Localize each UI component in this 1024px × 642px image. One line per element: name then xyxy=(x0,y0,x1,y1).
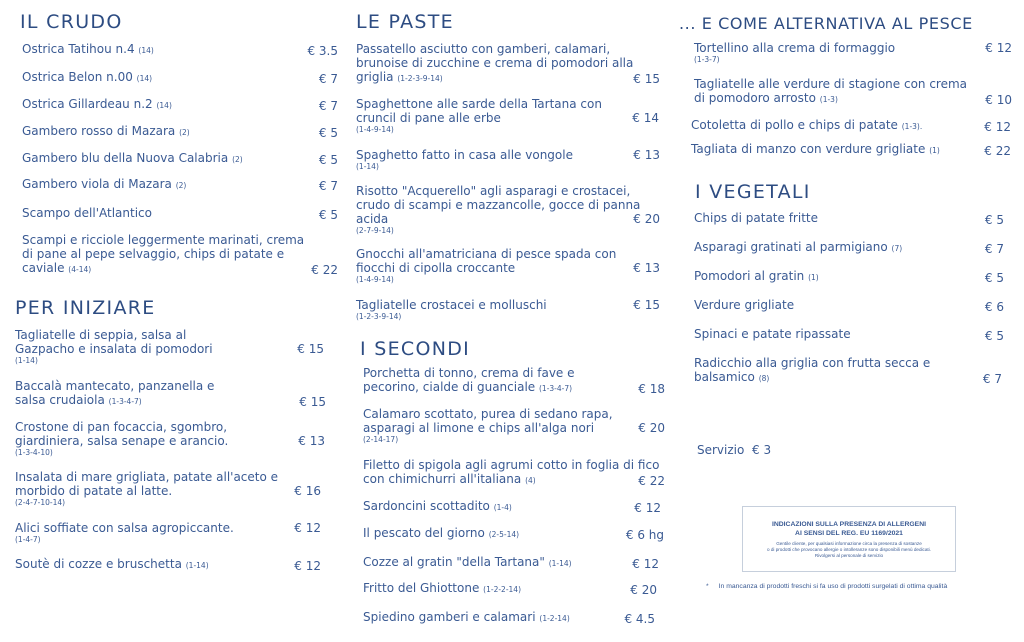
service-label: Servizio xyxy=(697,443,745,457)
menu-item xyxy=(694,269,1004,285)
menu-item xyxy=(694,211,1004,227)
item-price: € 15 xyxy=(297,342,324,356)
menu-item xyxy=(22,124,338,140)
item-name: Ostrica Tatihou n.4 xyxy=(22,42,135,56)
notice-title-1: INDICAZIONI SULLA PRESENZA DI ALLERGENI xyxy=(771,521,927,528)
item-price: € 5 xyxy=(318,153,338,167)
menu-item xyxy=(356,148,660,171)
menu-item xyxy=(22,70,338,86)
item-price: € 12 xyxy=(632,557,659,571)
menu-item xyxy=(694,41,1012,64)
item-price: € 14 xyxy=(632,111,659,125)
item-allergens: (1-4) xyxy=(493,503,512,512)
notice-body-1: Gentile cliente, per qualsiasi informazione circa la presenza di sostanze xyxy=(776,541,922,546)
item-allergens: (14) xyxy=(156,101,172,110)
item-allergens: (14) xyxy=(138,46,154,55)
item-allergens: (1-4-9-14) xyxy=(356,125,394,134)
item-price: € 7 xyxy=(982,372,1002,386)
item-name: Risotto "Acquerello" agli asparagi e crostacei, crudo di scampi e mazzancolle, gocce di panna acida xyxy=(356,184,641,226)
item-price: € 12 xyxy=(634,501,661,515)
item-price: € 12 xyxy=(294,521,321,535)
item-name: Soutè di cozze e bruschetta xyxy=(15,557,182,571)
item-name: Ostrica Gillardeau n.2 xyxy=(22,97,153,111)
item-allergens: (1-3-7) xyxy=(694,55,720,64)
menu-item xyxy=(694,240,1004,256)
item-price: € 15 xyxy=(633,72,660,86)
item-allergens: (2-5-14) xyxy=(488,530,520,539)
menu-item xyxy=(15,379,326,409)
item-allergens: (1) xyxy=(808,273,819,282)
item-name: Scampi e ricciole leggermente marinati, crema di pane al pepe selvaggio, chips di patate e caviale xyxy=(22,233,305,275)
section-title-i-vegetali: I VEGETALI xyxy=(695,181,811,203)
item-price: € 7 xyxy=(318,99,338,113)
item-allergens: (1-3) xyxy=(819,95,838,104)
item-price: € 5 xyxy=(984,271,1004,285)
item-name: Porchetta di tonno, crema di fave e pecorino, cialde di guanciale xyxy=(363,366,575,394)
item-allergens: (7) xyxy=(891,244,903,253)
menu-item xyxy=(694,327,1004,343)
menu-item xyxy=(694,77,1012,107)
item-name: Tortellino alla crema di formaggio xyxy=(694,41,896,55)
menu-item xyxy=(691,118,1011,134)
menu-item xyxy=(22,206,338,222)
section-title-le-paste: LE PASTE xyxy=(356,11,454,33)
item-price: € 15 xyxy=(299,395,326,409)
item-name: Spiedino gamberi e calamari xyxy=(363,610,536,624)
item-allergens: (4-14) xyxy=(68,265,92,274)
menu-item xyxy=(363,458,665,488)
item-allergens: (1-2-3-9-14) xyxy=(356,312,402,321)
item-price: € 22 xyxy=(638,474,665,488)
section-title-crudo: IL CRUDO xyxy=(20,11,123,33)
item-name: Alici soffiate con salsa agropiccante. xyxy=(15,521,234,535)
item-price: € 10 xyxy=(985,93,1012,107)
item-name: Scampo dell'Atlantico xyxy=(22,206,152,220)
item-price: € 5 xyxy=(318,126,338,140)
menu-item xyxy=(15,470,321,507)
item-allergens: (1-2-14) xyxy=(539,614,570,623)
item-name: Gnocchi all'amatriciana di pesce spada con fiocchi di cipolla croccante xyxy=(356,247,617,275)
section-title-i-secondi: I SECONDI xyxy=(360,338,471,360)
item-name: Fritto del Ghiottone xyxy=(363,581,480,595)
item-name: Pomodori al gratin xyxy=(694,269,805,283)
menu-item xyxy=(363,407,665,444)
notice-title-2: AI SENSI DEL REG. EU 1169/2021 xyxy=(795,530,903,537)
item-price: € 12 xyxy=(294,559,321,573)
item-name: Chips di patate fritte xyxy=(694,211,818,225)
item-price: € 7 xyxy=(318,72,338,86)
item-price: € 13 xyxy=(633,261,660,275)
item-name: Tagliatelle alle verdure di stagione con crema di pomodoro arrosto xyxy=(694,77,968,105)
item-name: Cozze al gratin "della Tartana" xyxy=(363,555,545,569)
item-allergens: (1-3-4-7) xyxy=(539,384,573,393)
menu-item xyxy=(356,298,660,321)
menu-item xyxy=(356,184,660,235)
menu-item xyxy=(363,366,665,396)
item-allergens: (1-14) xyxy=(15,356,38,365)
item-name: Tagliata di manzo con verdure grigliate xyxy=(691,142,926,156)
item-allergens: (2) xyxy=(179,128,190,137)
item-price: € 7 xyxy=(318,179,338,193)
allergen-notice xyxy=(742,506,956,572)
menu-item xyxy=(15,328,324,365)
footnote-text: In mancanza di prodotti freschi si fa uso di prodotti surgelati di ottima qualità xyxy=(718,583,948,590)
frozen-products-footnote xyxy=(706,583,947,590)
item-name: Tagliatelle crostacei e molluschi xyxy=(356,298,547,312)
item-allergens: (1-4-9-14) xyxy=(356,275,394,284)
item-name: Insalata di mare grigliata, patate all'aceto e morbido di patate al latte. xyxy=(15,470,279,498)
item-allergens: (1-3-4-10) xyxy=(15,448,53,457)
item-price: € 13 xyxy=(633,148,660,162)
item-name: Gambero rosso di Mazara xyxy=(22,124,176,138)
item-price: € 3.5 xyxy=(307,44,338,58)
item-price: € 12 xyxy=(985,41,1012,55)
item-allergens: (1-2-3-9-14) xyxy=(397,74,443,83)
item-name: Tagliatelle di seppia, salsa al Gazpacho e insalata di pomodori xyxy=(15,328,213,356)
menu-item xyxy=(22,177,338,193)
item-allergens: (1-3). xyxy=(901,122,923,131)
item-name: Gambero viola di Mazara xyxy=(22,177,172,191)
menu-item xyxy=(15,557,321,573)
section-title-per-iniziare: PER INIZIARE xyxy=(15,297,156,319)
menu-item xyxy=(363,499,661,515)
item-allergens: (1) xyxy=(929,146,940,155)
item-allergens: (2) xyxy=(232,155,243,164)
menu-item xyxy=(363,526,664,542)
item-price: € 20 xyxy=(633,212,660,226)
section-title-alternativa: ... E COME ALTERNATIVA AL PESCE xyxy=(679,14,973,33)
item-name: Spaghetto fatto in casa alle vongole xyxy=(356,148,573,162)
menu-item xyxy=(363,610,655,626)
item-allergens: (8) xyxy=(758,374,770,383)
item-name: Asparagi gratinati al parmigiano xyxy=(694,240,888,254)
item-name: Crostone di pan focaccia, sgombro, giardiniera, salsa senape e arancio. xyxy=(15,420,229,448)
menu-item xyxy=(22,97,338,113)
notice-body-3: Rivolgersi al personale di servizio xyxy=(814,553,884,558)
notice-body-2: o di prodotti che provocano allergie o intolleranze sono disponibili menù dedicati. xyxy=(767,547,931,552)
item-price: € 13 xyxy=(298,434,325,448)
item-name: Filetto di spigola agli agrumi cotto in foglia di fico con chimichurri all'italiana xyxy=(363,458,660,486)
item-price: € 6 hg xyxy=(625,528,664,542)
service-price: 3 xyxy=(763,443,772,457)
item-price: € 20 xyxy=(638,421,665,435)
item-allergens: (2-7-9-14) xyxy=(356,226,394,235)
item-price: € 6 xyxy=(984,300,1004,314)
item-name: Gambero blu della Nuova Calabria xyxy=(22,151,229,165)
item-name: Cotoletta di pollo e chips di patate xyxy=(691,118,898,132)
item-name: Ostrica Belon n.00 xyxy=(22,70,133,84)
item-price: € 16 xyxy=(294,484,321,498)
menu-item xyxy=(15,420,325,457)
item-allergens: (1-2-2-14) xyxy=(483,585,522,594)
item-name: Radicchio alla griglia con frutta secca e balsamico xyxy=(694,356,931,384)
item-name: Spaghettone alle sarde della Tartana con cruncil di pane alle erbe xyxy=(356,97,602,125)
item-allergens: (1-14) xyxy=(185,561,209,570)
item-allergens: (2-4-7-10-14) xyxy=(15,498,66,507)
item-price: € 5 xyxy=(318,208,338,222)
menu-item xyxy=(22,151,338,167)
item-name: Spinaci e patate ripassate xyxy=(694,327,851,341)
menu-item xyxy=(694,298,1004,314)
menu-item xyxy=(22,42,338,58)
item-name: Baccalà mantecato, panzanella e salsa crudaiola xyxy=(15,379,215,407)
item-price: € 22 xyxy=(984,144,1011,158)
menu-item xyxy=(691,142,1011,158)
item-allergens: (2) xyxy=(175,181,187,190)
item-name: Verdure grigliate xyxy=(694,298,795,312)
item-allergens: (4) xyxy=(525,476,536,485)
service-charge: Servizio € 3 xyxy=(697,443,772,457)
menu-item xyxy=(363,555,659,571)
item-price: € 5 xyxy=(984,329,1004,343)
item-price: € 18 xyxy=(638,382,665,396)
item-allergens: (1-3-4-7) xyxy=(108,397,142,406)
item-price: € 7 xyxy=(984,242,1004,256)
item-price: € 15 xyxy=(633,298,660,312)
item-name: Sardoncini scottadito xyxy=(363,499,490,513)
item-name: Calamaro scottato, purea di sedano rapa, asparagi al limone e chips all'alga nori xyxy=(363,407,613,435)
item-allergens: (1-4-7) xyxy=(15,535,41,544)
menu-item xyxy=(356,42,660,86)
item-price: € 20 xyxy=(630,583,657,597)
footnote-star: * xyxy=(706,583,709,590)
item-allergens: (2-14-17) xyxy=(363,435,399,444)
item-allergens: (14) xyxy=(136,74,153,83)
menu-item xyxy=(15,521,321,544)
menu-item xyxy=(356,247,660,284)
item-allergens: (1-14) xyxy=(356,162,379,171)
item-name: Il pescato del giorno xyxy=(363,526,485,540)
item-allergens: (1-14) xyxy=(548,559,572,568)
item-price: € 4.5 xyxy=(624,612,655,626)
item-name: Passatello asciutto con gamberi, calamari, brunoise di zucchine e crema di pomodori alla griglia xyxy=(356,42,634,84)
menu-item xyxy=(22,233,338,277)
item-price: € 12 xyxy=(984,120,1011,134)
menu-item xyxy=(356,97,659,134)
menu-item xyxy=(363,581,657,597)
item-price: € 5 xyxy=(984,213,1004,227)
menu-item xyxy=(694,356,1002,386)
item-price: € 22 xyxy=(311,263,338,277)
